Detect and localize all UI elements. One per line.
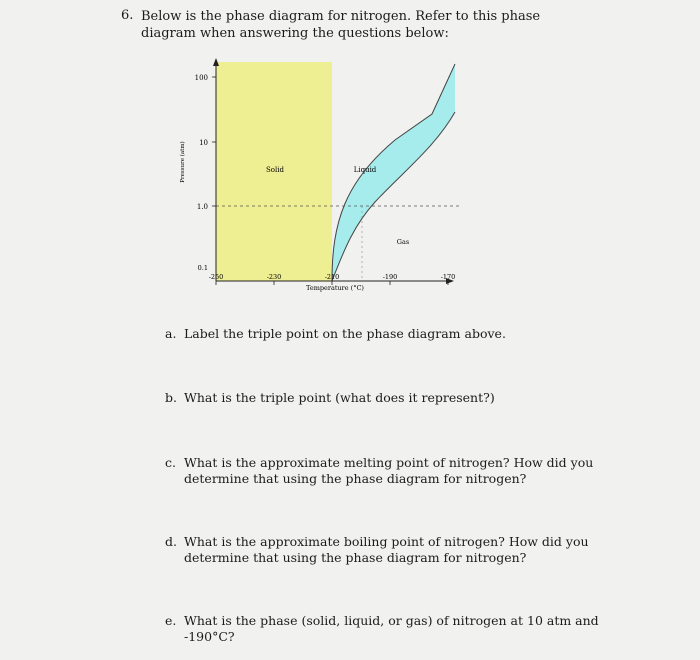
subquestion-text: What is the triple point (what does it represent?) (184, 390, 495, 405)
x-tick-210: -210 (324, 273, 340, 281)
gas-label: Gas (396, 238, 410, 246)
liquid-region (332, 64, 455, 281)
subquestion-text: What is the approximate boiling point of nitrogen? How did you determine that using the phase diagram for nitrogen? (184, 534, 589, 565)
subquestion-letter: b. (165, 390, 177, 405)
x-tick-190: -190 (382, 273, 398, 281)
x-tick-230: -230 (266, 273, 282, 281)
y-tick-1: 1.0 (196, 203, 208, 211)
subquestion-letter: e. (165, 613, 177, 628)
subquestion-letter: c. (165, 455, 176, 470)
subquestion-letter: a. (165, 326, 177, 341)
y-tick-0-1: 0.1 (197, 264, 208, 272)
x-axis-label: Temperature (°C) (306, 284, 364, 292)
y-axis-label: Pressure (atm) (180, 141, 186, 183)
question-number: 6. (121, 8, 134, 23)
subquestion-text: What is the phase (solid, liquid, or gas) of nitrogen at 10 atm and -190°C? (184, 613, 599, 644)
question-text: Below is the phase diagram for nitrogen. Refer to this phase diagram when answering the questions below: (141, 9, 541, 41)
y-tick-10: 10 (199, 139, 208, 147)
y-tick-100: 100 (194, 74, 208, 82)
x-tick-170: -170 (440, 273, 456, 281)
subquestion-text: What is the approximate melting point of nitrogen? How did you determine that using the phase diagram for nitrogen? (184, 455, 594, 486)
subquestion-letter: d. (165, 534, 177, 549)
subquestion-text: Label the triple point on the phase diagram above. (184, 326, 506, 341)
phase-diagram (170, 52, 470, 302)
liquid-label: Liquid (353, 166, 377, 174)
solid-label: Solid (266, 166, 284, 174)
x-tick-250: -250 (208, 273, 224, 281)
